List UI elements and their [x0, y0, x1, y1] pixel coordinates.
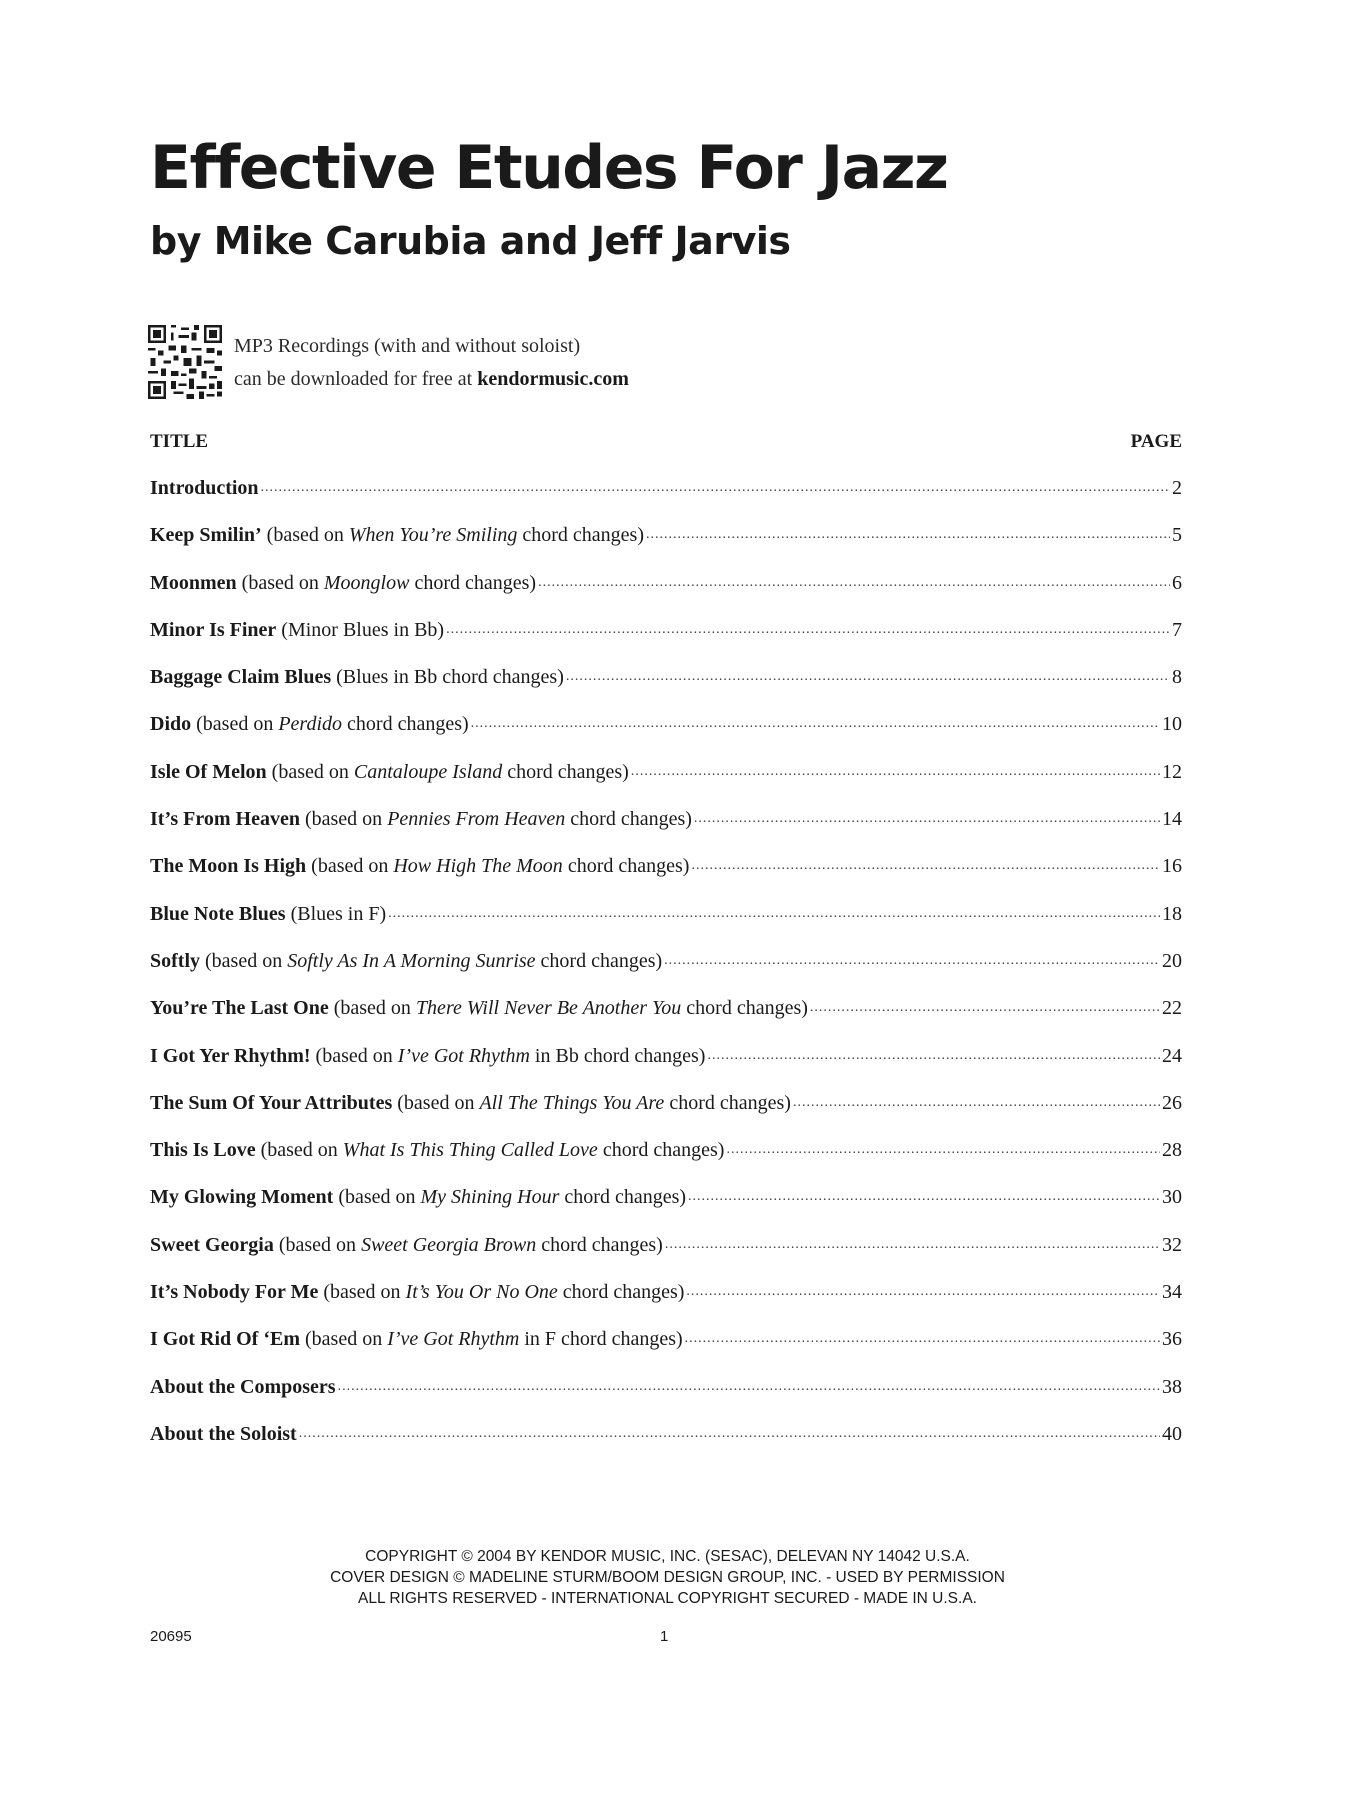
toc-entry-note-end: chord changes) [342, 713, 469, 736]
toc-entry-note: (based on [310, 1044, 398, 1067]
toc-entry-note-end: chord changes) [664, 1091, 791, 1114]
copyright-line: COPYRIGHT © 2004 BY KENDOR MUSIC, INC. (SESAC), DELEVAN NY 14042 U.S.A. [365, 1548, 970, 1565]
toc-entry-text [150, 1229, 663, 1261]
toc-entry-text [150, 803, 692, 835]
toc-entry-title: It’s From Heaven [150, 808, 300, 831]
toc-entry-note: (Blues in Bb chord changes) [331, 666, 564, 689]
toc-entry-source-song: Softly As In A Morning Sunrise [287, 949, 536, 972]
toc-entry-page: 10 [1162, 713, 1182, 736]
toc-entry-note: (based on [318, 1281, 406, 1304]
toc-entry[interactable] [150, 1087, 1182, 1134]
toc-entry-page: 7 [1172, 618, 1182, 641]
toc-entry-page: 12 [1162, 760, 1182, 783]
dot-leader [688, 1181, 1160, 1213]
toc-entry-title: Dido [150, 713, 192, 736]
toc-entry-note-end: chord changes) [536, 1233, 663, 1256]
toc-entry-source-song: Moonglow [323, 571, 410, 594]
book-title: Effective Etudes For Jazz [150, 133, 948, 203]
dot-leader [707, 1040, 1160, 1072]
toc-entry-note: (based on [306, 855, 394, 878]
toc-entry-note-end: chord changes) [517, 524, 645, 547]
toc-entry-page: 6 [1172, 571, 1182, 594]
toc-header [150, 431, 1182, 453]
toc-entry[interactable] [150, 1276, 1182, 1323]
toc-entry-note: (based on [300, 1328, 388, 1351]
toc-entry-source-song: When You’re Smiling [348, 524, 518, 547]
toc-entry-note-end: chord changes) [409, 571, 537, 594]
toc-title-column: TITLE [150, 431, 209, 452]
toc-entry-source-song: Cantaloupe Island [353, 760, 503, 783]
toc-entry-note-end: chord changes) [559, 1186, 687, 1209]
dot-leader [685, 1323, 1160, 1355]
toc-entry[interactable] [150, 1181, 1182, 1228]
toc-entry[interactable] [150, 1371, 1182, 1418]
dot-leader [686, 1276, 1160, 1308]
toc-entry[interactable] [150, 850, 1182, 897]
toc-entry-text [150, 708, 469, 740]
toc-entry-page: 36 [1162, 1328, 1182, 1351]
toc-entry-source-song: All The Things You Are [479, 1091, 665, 1114]
toc-entry[interactable] [150, 1040, 1182, 1087]
toc-entry-note-end: chord changes) [565, 808, 692, 831]
download-note [234, 330, 629, 396]
cover-design-line: COVER DESIGN © MADELINE STURM/BOOM DESIGN GROUP, INC. - USED BY PERMISSION [330, 1569, 1005, 1586]
dot-leader [793, 1087, 1160, 1119]
dot-leader [810, 992, 1160, 1024]
dot-leader [664, 945, 1160, 977]
dot-leader [446, 614, 1170, 646]
toc-entry[interactable] [150, 992, 1182, 1039]
toc-page-column: PAGE [1130, 431, 1182, 452]
download-site-link[interactable]: kendormusic.com [477, 368, 629, 390]
book-authors: by Mike Carubia and Jeff Jarvis [150, 219, 791, 263]
page-number: 1 [660, 1628, 669, 1645]
dot-leader [631, 756, 1160, 788]
toc-entry-source-song: It’s You Or No One [405, 1281, 558, 1304]
dot-leader [694, 803, 1160, 835]
toc-entry-source-song: There Will Never Be Another You [415, 997, 682, 1020]
toc-entry-title: Keep Smilin’ [150, 524, 262, 547]
toc-entry-note-end: chord changes) [597, 1139, 725, 1162]
toc-entry-note: (Minor Blues in Bb) [276, 618, 445, 641]
toc-entry-title: This Is Love [150, 1139, 256, 1162]
toc-entry-text [150, 1134, 724, 1166]
toc-entry-page: 34 [1162, 1281, 1182, 1304]
dot-leader [538, 567, 1170, 599]
toc-entry-note: (based on [328, 997, 416, 1020]
toc-entry-page: 14 [1162, 808, 1182, 831]
toc-entry-page: 22 [1162, 997, 1182, 1020]
dot-leader [665, 1229, 1160, 1261]
toc-entry-text [150, 898, 386, 930]
toc-entry-text [150, 567, 536, 599]
toc-entry-note: (based on [266, 760, 354, 783]
dot-leader [726, 1134, 1160, 1166]
download-line-1: MP3 Recordings (with and without soloist) [234, 335, 581, 357]
toc-entry-text [150, 1087, 791, 1119]
toc-entry-text [150, 850, 689, 882]
toc-entry-page: 38 [1162, 1375, 1182, 1398]
toc-entry-page: 16 [1162, 855, 1182, 878]
dot-leader [646, 519, 1170, 551]
toc-entry-text [150, 472, 259, 504]
toc-entry-title: About the Soloist [150, 1422, 297, 1445]
toc-entry-page: 2 [1172, 477, 1182, 499]
toc-entry-text [150, 1371, 336, 1403]
toc-entry[interactable] [150, 1418, 1182, 1465]
toc-entry[interactable] [150, 945, 1182, 992]
toc-entry-title: Sweet Georgia [150, 1233, 274, 1256]
toc-entry-title: The Moon Is High [150, 855, 307, 878]
toc-entry-title: I Got Rid Of ‘Em [150, 1328, 300, 1351]
toc-entry-page: 20 [1162, 949, 1182, 972]
toc-entry-note: (based on [299, 808, 388, 831]
toc-entry[interactable] [150, 614, 1182, 661]
catalog-number: 20695 [150, 1628, 192, 1645]
toc-entry[interactable] [150, 519, 1182, 566]
dot-leader [691, 850, 1160, 882]
toc-entry-note: (based on [273, 1233, 362, 1256]
toc-entry[interactable] [150, 1134, 1182, 1181]
toc-entry-title: Blue Note Blues [150, 902, 286, 925]
toc-entry-text [150, 1323, 683, 1355]
toc-entry-title: It’s Nobody For Me [150, 1281, 319, 1304]
toc-entry-source-song: Perdido [278, 713, 343, 736]
dot-leader [566, 661, 1170, 693]
toc-entry[interactable] [150, 472, 1182, 519]
toc-entry-page: 40 [1162, 1422, 1182, 1445]
dot-leader [261, 472, 1170, 504]
toc-entry-page: 24 [1162, 1044, 1182, 1067]
toc-entry-source-song: I’ve Got Rhythm [387, 1328, 520, 1351]
toc-entry-note-end: chord changes) [681, 997, 808, 1020]
toc-entry-note: (based on [200, 949, 288, 972]
toc-entry[interactable] [150, 708, 1182, 755]
toc-entry-note: (based on [333, 1186, 421, 1209]
toc-entry[interactable] [150, 803, 1182, 850]
toc-entry-note: (based on [392, 1091, 480, 1114]
toc-entry-title: You’re The Last One [150, 997, 329, 1020]
toc-entry-note-end: chord changes) [502, 760, 629, 783]
toc-entry[interactable] [150, 756, 1182, 803]
toc-entry-note: (based on [255, 1139, 343, 1162]
toc-entry-text [150, 519, 644, 551]
toc-entry-source-song: My Shining Hour [420, 1186, 560, 1209]
toc-entry-text [150, 661, 564, 693]
toc-entry-text [150, 1040, 705, 1072]
toc-entry[interactable] [150, 661, 1182, 708]
toc-entry-note-end: chord changes) [535, 949, 663, 972]
toc-entry-source-song: I’ve Got Rhythm [397, 1044, 530, 1067]
toc-entry-page: 30 [1162, 1186, 1182, 1209]
toc-entry[interactable] [150, 1229, 1182, 1276]
toc-entry-title: Introduction [150, 477, 259, 499]
qr-code-icon [148, 325, 222, 399]
toc-entry-page: 8 [1172, 666, 1182, 689]
toc-entry-page: 18 [1162, 902, 1182, 925]
toc-entry-title: Minor Is Finer [150, 618, 277, 641]
toc-entry-note-end: in Bb chord changes) [529, 1044, 706, 1067]
toc-entry-page: 32 [1162, 1233, 1182, 1256]
toc-entry-text [150, 1181, 686, 1213]
toc-entry-source-song: How High The Moon [393, 855, 563, 878]
copyright-notice [0, 1546, 1335, 1609]
dot-leader [338, 1371, 1160, 1403]
toc-entry-title: About the Composers [150, 1375, 336, 1398]
toc-entry-text [150, 992, 808, 1024]
toc-entry-text [150, 945, 662, 977]
toc-entry-text [150, 614, 444, 646]
toc-entry-page: 5 [1172, 524, 1182, 547]
toc-entry-note-end: chord changes) [562, 855, 690, 878]
toc-entry-title: The Sum Of Your Attributes [150, 1091, 393, 1114]
toc-entry-title: Moonmen [150, 571, 237, 594]
dot-leader [299, 1418, 1160, 1450]
toc-entry-title: My Glowing Moment [150, 1186, 334, 1209]
toc-entry-source-song: Sweet Georgia Brown [361, 1233, 537, 1256]
toc-entry-text [150, 1418, 297, 1450]
toc-entry[interactable] [150, 898, 1182, 945]
toc-entry-title: I Got Yer Rhythm! [150, 1044, 311, 1067]
toc-entry[interactable] [150, 1323, 1182, 1370]
toc-entry-page: 26 [1162, 1091, 1182, 1114]
toc-entry-note: (based on [261, 524, 349, 547]
toc-entry-title: Softly [150, 949, 200, 972]
toc-entry-note: (based on [191, 713, 279, 736]
toc-entry-page: 28 [1162, 1139, 1182, 1162]
download-line-2-text: can be downloaded for free at [234, 368, 478, 390]
toc-entry[interactable] [150, 567, 1182, 614]
toc-entry-title: Isle Of Melon [150, 760, 267, 783]
dot-leader [471, 708, 1160, 740]
toc-entry-note-end: chord changes) [557, 1281, 685, 1304]
toc-entry-note-end: in F chord changes) [519, 1328, 683, 1351]
rights-line: ALL RIGHTS RESERVED - INTERNATIONAL COPYRIGHT SECURED - MADE IN U.S.A. [358, 1590, 977, 1607]
toc-entry-text [150, 1276, 684, 1308]
toc-entry-note: (based on [236, 571, 324, 594]
toc-entry-source-song: What Is This Thing Called Love [342, 1139, 598, 1162]
toc-entry-title: Baggage Claim Blues [150, 666, 332, 689]
table-of-contents [150, 472, 1182, 1465]
download-line-2 [234, 363, 629, 396]
toc-entry-text [150, 756, 629, 788]
dot-leader [388, 898, 1160, 930]
toc-entry-source-song: Pennies From Heaven [387, 808, 566, 831]
toc-entry-note: (Blues in F) [285, 902, 387, 925]
